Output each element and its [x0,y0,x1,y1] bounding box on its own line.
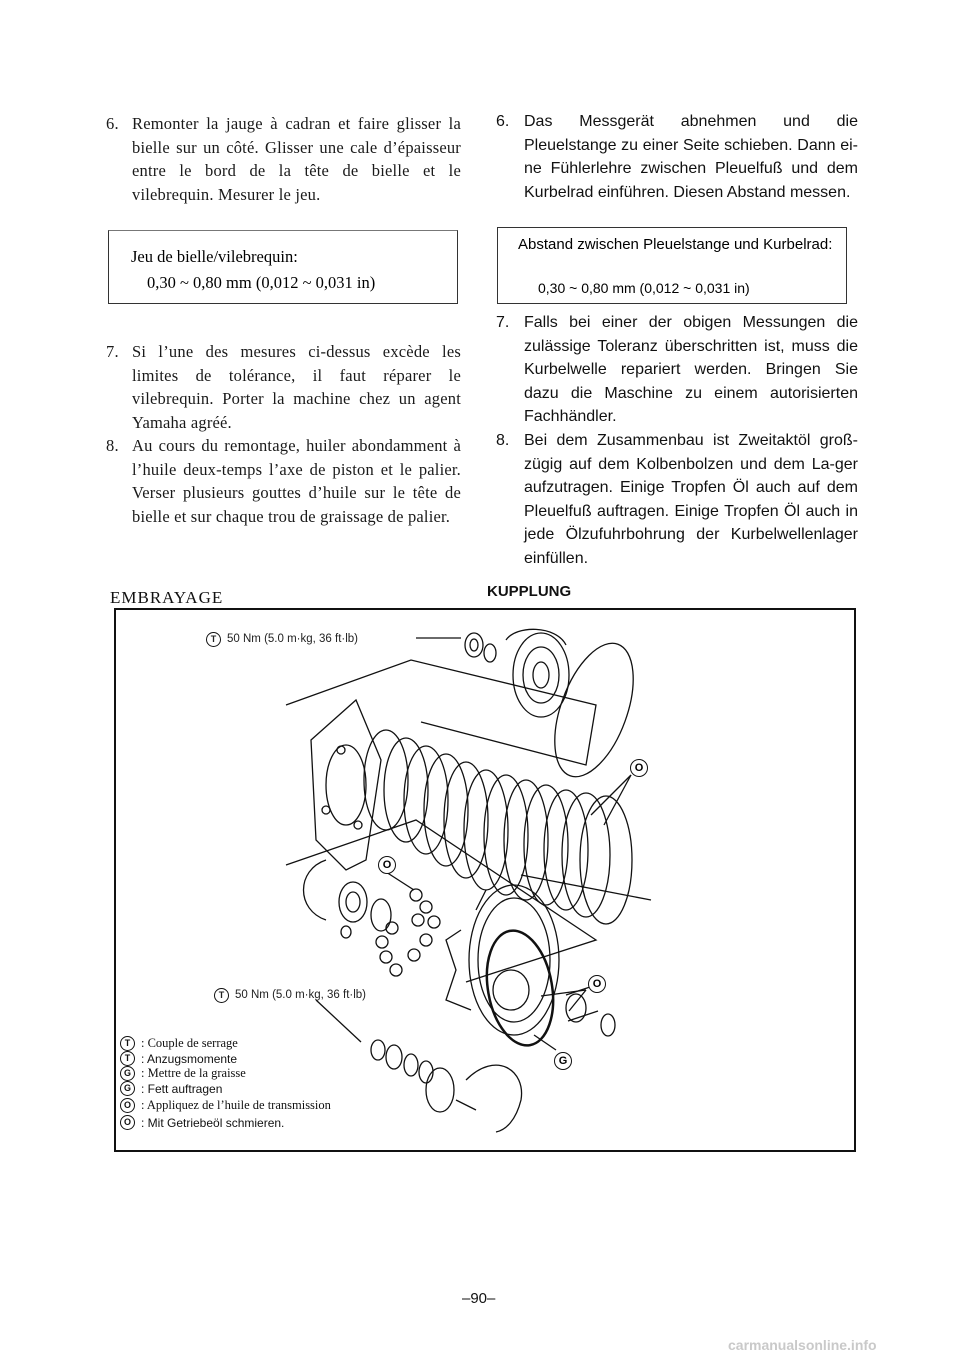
legend-grease-de [120,1081,222,1096]
clutch-plate-stack [364,730,632,924]
german-column-lower [496,311,858,571]
legend-torque-fr [120,1036,238,1051]
de-step-6-text: Das Messgerät abnehmen und die Pleuelstange zu einer Seite schieben. Dann ei-ne Fühlerlehre zwischen Pleuelfuß und dem Kurbelrad einführen. Diesen Abstand messen. [524,113,858,201]
de-spec-value: 0,30 ~ 0,80 mm (0,012 ~ 0,031 in) [538,280,750,296]
fr-step-8 [106,434,461,528]
oil-leader-2 [604,775,631,825]
torque-symbol-icon: T [206,632,221,647]
torque-top-text: 50 Nm (5.0 m·kg, 36 ft·lb) [227,633,359,645]
de-section-heading: KUPPLUNG [487,583,572,600]
fr-step-6-text: Remonter la jauge à cadran et faire glisser la bielle sur un côté. Glisser une cale d’épaisseur entre le bord de la tête de bielle et le vilebrequin. Mesurer le jeu. [132,114,461,204]
fr-spec-label: Jeu de bielle/vilebrequin: [131,247,298,266]
legend-torque-de [120,1051,237,1066]
watermark: carmanualsonline.info [728,1337,877,1353]
thrust-washer-assembly [339,882,391,938]
torque-leader-mid [316,1000,361,1042]
grease-callout-icon: G [554,1052,572,1070]
de-spec-box [497,227,847,304]
oil-callout-icon: O [378,856,396,874]
french-column [106,112,461,206]
fr-spec-value: 0,30 ~ 0,80 mm (0,012 ~ 0,031 in) [147,273,376,292]
fr-step-7-text: Si l’une des mesures ci-dessus excède les limites de tolérance, il faut réparer le vilebrequin. Porter la machine chez un agent Yamaha agréé. [132,342,461,432]
german-column [496,110,858,204]
de-step-8-number: 8. [496,431,510,449]
snap-ring-small [304,860,327,920]
torque-symbol-icon: T [120,1036,135,1051]
legend-text: : Anzugsmomente [141,1051,238,1066]
clutch-housing [446,885,559,1035]
fr-step-6-number: 6. [106,114,119,133]
fr-step-8-number: 8. [106,436,119,455]
de-step-7-text: Falls bei einer der obigen Messungen die zulässige Toleranz überschritten ist, muss die Kurbelwelle repariert werden. Bringen Sie dazu die Maschine zu einem autorisierten Fachhändler. [524,314,858,426]
oil-leader-3 [386,872,414,890]
oil-callout-icon: O [630,759,648,777]
de-step-6 [496,110,858,204]
fr-section-heading: EMBRAYAGE [110,588,224,607]
de-step-8 [496,429,858,571]
torque-mid-text: 50 Nm (5.0 m·kg, 36 ft·lb) [235,989,367,1001]
legend-grease-fr [120,1066,246,1081]
legend-text: : Mit Getriebeöl schmieren. [141,1115,285,1130]
torque-symbol-icon: T [120,1051,135,1066]
oil-leader-1 [591,775,631,815]
crankshaft-outline [466,1065,522,1132]
fr-step-8-text: Au cours du remontage, huiler abondamment à l’huile deux-temps l’axe de piston et le palier. Verser plusieurs gouttes d’huile sur le tête de bielle et sur chaque trou de graissage de palier. [132,436,461,526]
oil-symbol-icon: O [120,1115,135,1130]
legend-text: : Couple de serrage [141,1036,238,1050]
fr-step-7 [106,340,461,434]
torque-symbol-icon: T [214,988,229,1003]
top-nut [465,633,496,662]
de-step-6-number: 6. [496,113,510,130]
legend-text: : Mettre de la graisse [141,1066,246,1080]
torque-spec-mid [214,988,366,1003]
legend-oil-fr [120,1098,331,1113]
legend-text: : Appliquez de l’huile de transmission [141,1098,331,1112]
de-step-7-number: 7. [496,314,510,331]
page-number: –90– [462,1290,496,1307]
legend-text: : Fett auftragen [141,1081,223,1096]
oil-callout-icon: O [588,975,606,993]
grease-symbol-icon: G [120,1066,135,1081]
fr-spec-box [108,230,458,304]
ball-chain [376,889,440,976]
de-step-7 [496,311,858,429]
oil-symbol-icon: O [120,1098,135,1113]
fr-step-6 [106,112,461,206]
clutch-boss [506,629,569,717]
fr-step-7-number: 7. [106,342,119,361]
grease-symbol-icon: G [120,1081,135,1096]
drive-gear [426,1068,476,1112]
shaft-spacer [566,985,615,1036]
torque-spec-top [206,632,358,647]
de-step-8-text: Bei dem Zusammenbau ist Zweitaktöl groß-zügig auf dem Kolbenbolzen und dem La-ger aufzutragen. Einige Tropfen Öl auch auf dem Pleuelfuß auftragen. Einige Tropfen Öl auch in jede Ölzufuhrbohrung der Kurbelwellenlager einfüllen. [524,431,858,567]
de-spec-label: Abstand zwischen Pleuelstange und Kurbelrad: [518,236,833,253]
lower-nut-assembly [371,1040,433,1083]
legend-oil-de [120,1115,284,1130]
clutch-diagram [114,608,856,1152]
french-column-lower [106,340,461,528]
